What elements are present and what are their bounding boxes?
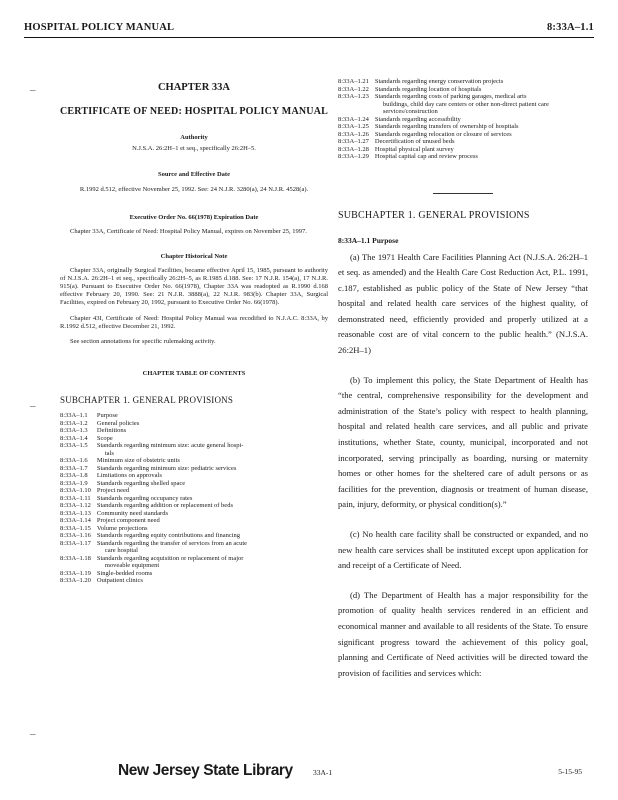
toc-entry-title: Scope xyxy=(96,434,113,442)
toc-entry-title: Standards regarding minimum size: pediatric services xyxy=(96,464,237,472)
page-number: 33A-1 xyxy=(313,768,333,777)
toc-entry-title-cell xyxy=(375,138,588,146)
revision-date: 5-15-95 xyxy=(558,767,582,776)
toc-entry xyxy=(60,442,247,457)
toc-entry-title-cell xyxy=(97,442,247,457)
toc-entry-title-cell xyxy=(97,510,247,518)
toc-entry-title-cell xyxy=(97,472,247,480)
toc-table-continued xyxy=(338,78,588,161)
toc-entry-title: Purpose xyxy=(96,412,118,419)
toc-entry-title-cell xyxy=(97,480,247,488)
exec-order-text: Chapter 33A, Certificate of Need: Hospital Policy Manual, expires on November 25, 1997. xyxy=(70,228,307,235)
toc-entry-title-cell xyxy=(375,131,588,139)
toc-entry xyxy=(60,487,247,495)
header-rule xyxy=(24,37,594,38)
toc-entry-title: Standards regarding transfers of ownership of hospitals xyxy=(374,123,519,130)
toc-entry-number: 8:33A–1.2 xyxy=(60,419,88,427)
toc-entry-title-cell xyxy=(375,93,588,116)
toc-entry xyxy=(60,555,247,570)
toc-entry-title: General policies xyxy=(96,419,140,427)
toc-entry-title: Community need standards xyxy=(96,509,169,517)
toc-entry xyxy=(60,472,247,480)
toc-entry xyxy=(60,420,247,428)
chapter-subtitle: CERTIFICATE OF NEED: HOSPITAL POLICY MANUAL xyxy=(60,106,328,117)
history-paragraph: See section annotations for specific rulemaking activity. xyxy=(70,338,216,345)
library-stamp: New Jersey State Library xyxy=(118,762,293,779)
toc-entry xyxy=(60,570,247,578)
toc-entry-number: 8:33A–1.7 xyxy=(60,464,88,472)
toc-entry-title: Hospital capital cap and review process xyxy=(374,153,478,160)
toc-entry-title: Standards regarding shelled space xyxy=(96,479,186,487)
subchapter-title: SUBCHAPTER 1. GENERAL PROVISIONS xyxy=(338,209,530,221)
toc-entry-number: 8:33A–1.17 xyxy=(60,539,91,547)
toc-entry-number: 8:33A–1.19 xyxy=(60,569,91,577)
toc-entry-number: 8:33A–1.15 xyxy=(60,524,91,532)
separator-rule xyxy=(433,193,493,194)
toc-entry-title: Decertification of unused beds xyxy=(374,138,455,145)
toc-entry-title-cell xyxy=(97,517,247,525)
exec-order-heading: Executive Order No. 66(1978) Expiration Date xyxy=(129,214,259,221)
toc-heading: CHAPTER TABLE OF CONTENTS xyxy=(142,370,246,377)
toc-entry-number: 8:33A–1.27 xyxy=(338,138,369,145)
toc-entry-title: Project need xyxy=(96,487,130,494)
toc-entry-title: Standards regarding relocation or closure of services xyxy=(374,130,512,138)
toc-entry-title: Standards regarding addition or replacement of beds xyxy=(96,502,233,509)
toc-entry-title-cell xyxy=(375,153,588,161)
toc-entry-title-cell xyxy=(97,427,247,435)
toc-entry-number: 8:33A–1.28 xyxy=(338,145,369,153)
toc-entry xyxy=(338,86,588,94)
history-paragraph: Chapter 43I, Certificate of Need: Hospital Policy Manual was recodified to N.J.A.C. 8:33A, by R.1992 d.512, effective December 21, 1992. xyxy=(60,315,328,330)
toc-entry xyxy=(60,540,247,555)
toc-entry-title: Standards regarding accessibility xyxy=(374,115,461,123)
toc-entry-title-cell xyxy=(97,412,247,420)
toc-entry-title: Hospital physical plant survey xyxy=(374,145,454,153)
toc-entry xyxy=(60,495,247,503)
authority-heading: Authority xyxy=(180,134,208,141)
toc-entry-title-cell xyxy=(97,465,247,473)
toc-entry xyxy=(60,435,247,443)
toc-entry-number: 8:33A–1.3 xyxy=(60,427,88,434)
toc-entry-number: 8:33A–1.22 xyxy=(338,85,369,93)
toc-entry-title: Volume projections xyxy=(96,524,148,532)
purpose-paragraph-a: (a) The 1971 Health Care Facilities Planning Act (N.J.S.A. 26:2H–1 et seq. as amended) and the Health Care Cost Reduction Act, P.L. 1991, c.187, established as public policy of the State of New Jersey “that hospital and related health care services of the highest quality, of demonstrated need, efficiently provided and properly utilized at a reasonable cost are of vital concern to the public health.” (N.J.S.A. 26:2H–1) xyxy=(338,251,588,356)
toc-entry xyxy=(338,116,588,124)
toc-entry-title-continued: tals xyxy=(104,449,114,457)
toc-entry xyxy=(60,510,247,518)
toc-entry-title-cell xyxy=(97,487,247,495)
purpose-paragraph-d: (d) The Department of Health has a major responsibility for the promotion of quality health services rendered in an efficient and economical manner and available to all residents of the State. To ensure significant progress toward the achievement of this policy goal, planning and Certificate of Need activities will be directed toward the provision of facilities and services which: xyxy=(338,589,588,678)
toc-entry-title-cell xyxy=(97,420,247,428)
toc-entry-number: 8:33A–1.13 xyxy=(60,509,91,517)
toc-entry-number: 8:33A–1.8 xyxy=(60,472,88,479)
toc-entry xyxy=(60,427,247,435)
toc-entry-title: Standards regarding energy conservation projects xyxy=(374,78,504,85)
toc-entry-title: Limitations on approvals xyxy=(96,472,162,479)
toc-entry xyxy=(338,131,588,139)
toc-entry-number: 8:33A–1.16 xyxy=(60,532,91,539)
right-column xyxy=(338,48,588,681)
toc-entry-title: Standards regarding acquisition or replacement of major xyxy=(96,554,244,562)
toc-entry xyxy=(60,465,247,473)
toc-entry xyxy=(338,123,588,131)
toc-entry-number: 8:33A–1.9 xyxy=(60,479,88,487)
toc-entry-number: 8:33A–1.20 xyxy=(60,577,91,584)
toc-entry-number: 8:33A–1.12 xyxy=(60,502,91,509)
toc-entry-title: Standards regarding occupancy rates xyxy=(96,494,193,502)
toc-entry-number: 8:33A–1.29 xyxy=(338,153,369,160)
toc-entry-number: 8:33A–1.4 xyxy=(60,434,88,442)
toc-entry xyxy=(60,577,247,585)
toc-entry-title-continued: moveable equipment xyxy=(104,562,160,569)
toc-entry-title-cell xyxy=(375,78,588,86)
toc-entry-title-cell xyxy=(375,116,588,124)
toc-entry-title: Standards regarding equity contributions and financing xyxy=(96,532,241,539)
purpose-paragraph-b: (b) To implement this policy, the State Department of Health has “the central, comprehensive responsibility for the development and administration of the State’s policy with respect to health planning, hospital and related health care services, and all public and private institutions, whether State, county, municipal, incorporated and not incorporated, serving principally as boarding, nursing or maternity homes or other homes for the sheltered care of adult persons or as facilities for the prevention, diagnosis or treatment of human disease, pain, injury, deformity, or physical condition(s).” xyxy=(338,374,588,510)
history-heading: Chapter Historical Note xyxy=(160,253,228,260)
binding-mark: – xyxy=(30,400,36,412)
toc-entry-number: 8:33A–1.1 xyxy=(60,412,88,419)
section-heading: 8:33A–1.1 Purpose xyxy=(338,235,399,245)
toc-table xyxy=(60,412,247,585)
toc-entry xyxy=(60,525,247,533)
toc-entry-number: 8:33A–1.26 xyxy=(338,130,369,138)
toc-entry xyxy=(60,502,247,510)
source-text: R.1992 d.512, effective November 25, 1992. See: 24 N.J.R. 3280(a), 24 N.J.R. 4528(a). xyxy=(79,186,309,193)
toc-entry-title-cell xyxy=(97,435,247,443)
toc-entry-number: 8:33A–1.21 xyxy=(338,78,369,85)
toc-entry-title-cell xyxy=(97,555,247,570)
toc-entry-title-cell xyxy=(97,577,247,585)
toc-entry-title: Standards regarding minimum size: acute general hospi- xyxy=(96,442,244,449)
left-column xyxy=(60,48,328,585)
chapter-title: CHAPTER 33A xyxy=(157,82,231,93)
toc-entry-title-cell xyxy=(97,532,247,540)
toc-entry-title: Minimum size of obstetric units xyxy=(96,457,180,464)
toc-entry-title: Project component need xyxy=(96,517,160,524)
section-number: 8:33A–1.1 xyxy=(546,22,594,33)
toc-entry-title: Single-bedded rooms xyxy=(96,569,153,577)
toc-entry xyxy=(338,153,588,161)
toc-entry-title: Outpatient clinics xyxy=(96,577,143,584)
toc-entry-title-continued: buildings, child day care centers or other non-direct patient care services/construction xyxy=(382,100,549,115)
toc-entry xyxy=(338,138,588,146)
toc-entry-number: 8:33A–1.6 xyxy=(60,457,88,464)
toc-entry xyxy=(60,517,247,525)
toc-entry-number: 8:33A–1.10 xyxy=(60,487,91,494)
toc-entry-title-cell xyxy=(97,457,247,465)
toc-entry-number: 8:33A–1.18 xyxy=(60,554,91,562)
toc-entry-title-cell xyxy=(97,570,247,578)
binding-mark: – xyxy=(30,84,36,96)
toc-entry-number: 8:33A–1.14 xyxy=(60,517,91,524)
purpose-paragraph-c: (c) No health care facility shall be constructed or expanded, and no new health care services shall be instituted except upon application for and receipt of a Certificate of Need. xyxy=(338,529,588,571)
source-heading: Source and Effective Date xyxy=(158,171,230,178)
binding-mark: – xyxy=(30,728,36,740)
toc-entry-title-cell xyxy=(97,540,247,555)
toc-entry xyxy=(60,412,247,420)
toc-entry xyxy=(60,457,247,465)
toc-entry-title-cell xyxy=(375,123,588,131)
toc-entry xyxy=(60,532,247,540)
toc-entry xyxy=(338,93,588,116)
toc-entry-number: 8:33A–1.25 xyxy=(338,123,369,130)
toc-entry-title: Standards regarding location of hospitals xyxy=(374,85,482,93)
toc-entry xyxy=(60,480,247,488)
toc-entry-title-continued: care hospital xyxy=(104,547,138,554)
toc-entry xyxy=(338,146,588,154)
authority-text: N.J.S.A. 26:2H–1 et seq., specifically 26:2H–5. xyxy=(132,145,256,152)
toc-entry-number: 8:33A–1.11 xyxy=(60,494,91,502)
toc-entry xyxy=(338,78,588,86)
toc-entry-title-cell xyxy=(97,495,247,503)
toc-entry-title: Standards regarding the transfer of services from an acute xyxy=(96,539,248,547)
toc-entry-title-cell xyxy=(375,86,588,94)
toc-subchapter-title: SUBCHAPTER 1. GENERAL PROVISIONS xyxy=(60,395,234,405)
toc-entry-title-cell xyxy=(97,502,247,510)
toc-entry-title: Definitions xyxy=(96,427,127,434)
toc-entry-number: 8:33A–1.24 xyxy=(338,115,369,123)
history-paragraph: Chapter 33A, originally Surgical Facilities, became effective April 15, 1985, pursuant to authority of N.J.S.A. 26:2H–1 et seq., specifically 26:2H–5, as R.1985 d.188. See: 17 N.J.R. 154(a), 17 N.J.R. 915(a). Pursuant to Executive Order No. 66(1978), Chapter 33A was readopted as R.1990 d.168 effective February 20, 1990. See: 21 N.J.R. 3888(a), 22 N.J.R. 983(b). Chapter 33A, Surgical Facilities, expired on February 20, 1992, pursuant to Executive Order No. 66(1978). xyxy=(60,267,328,306)
toc-entry-title-cell xyxy=(375,146,588,154)
toc-entry-title: Standards regarding costs of parking garages, medical arts xyxy=(374,93,527,100)
toc-entry-title-cell xyxy=(97,525,247,533)
toc-entry-number: 8:33A–1.5 xyxy=(60,442,88,449)
running-title: HOSPITAL POLICY MANUAL xyxy=(24,22,175,33)
toc-entry-number: 8:33A–1.23 xyxy=(338,93,369,100)
